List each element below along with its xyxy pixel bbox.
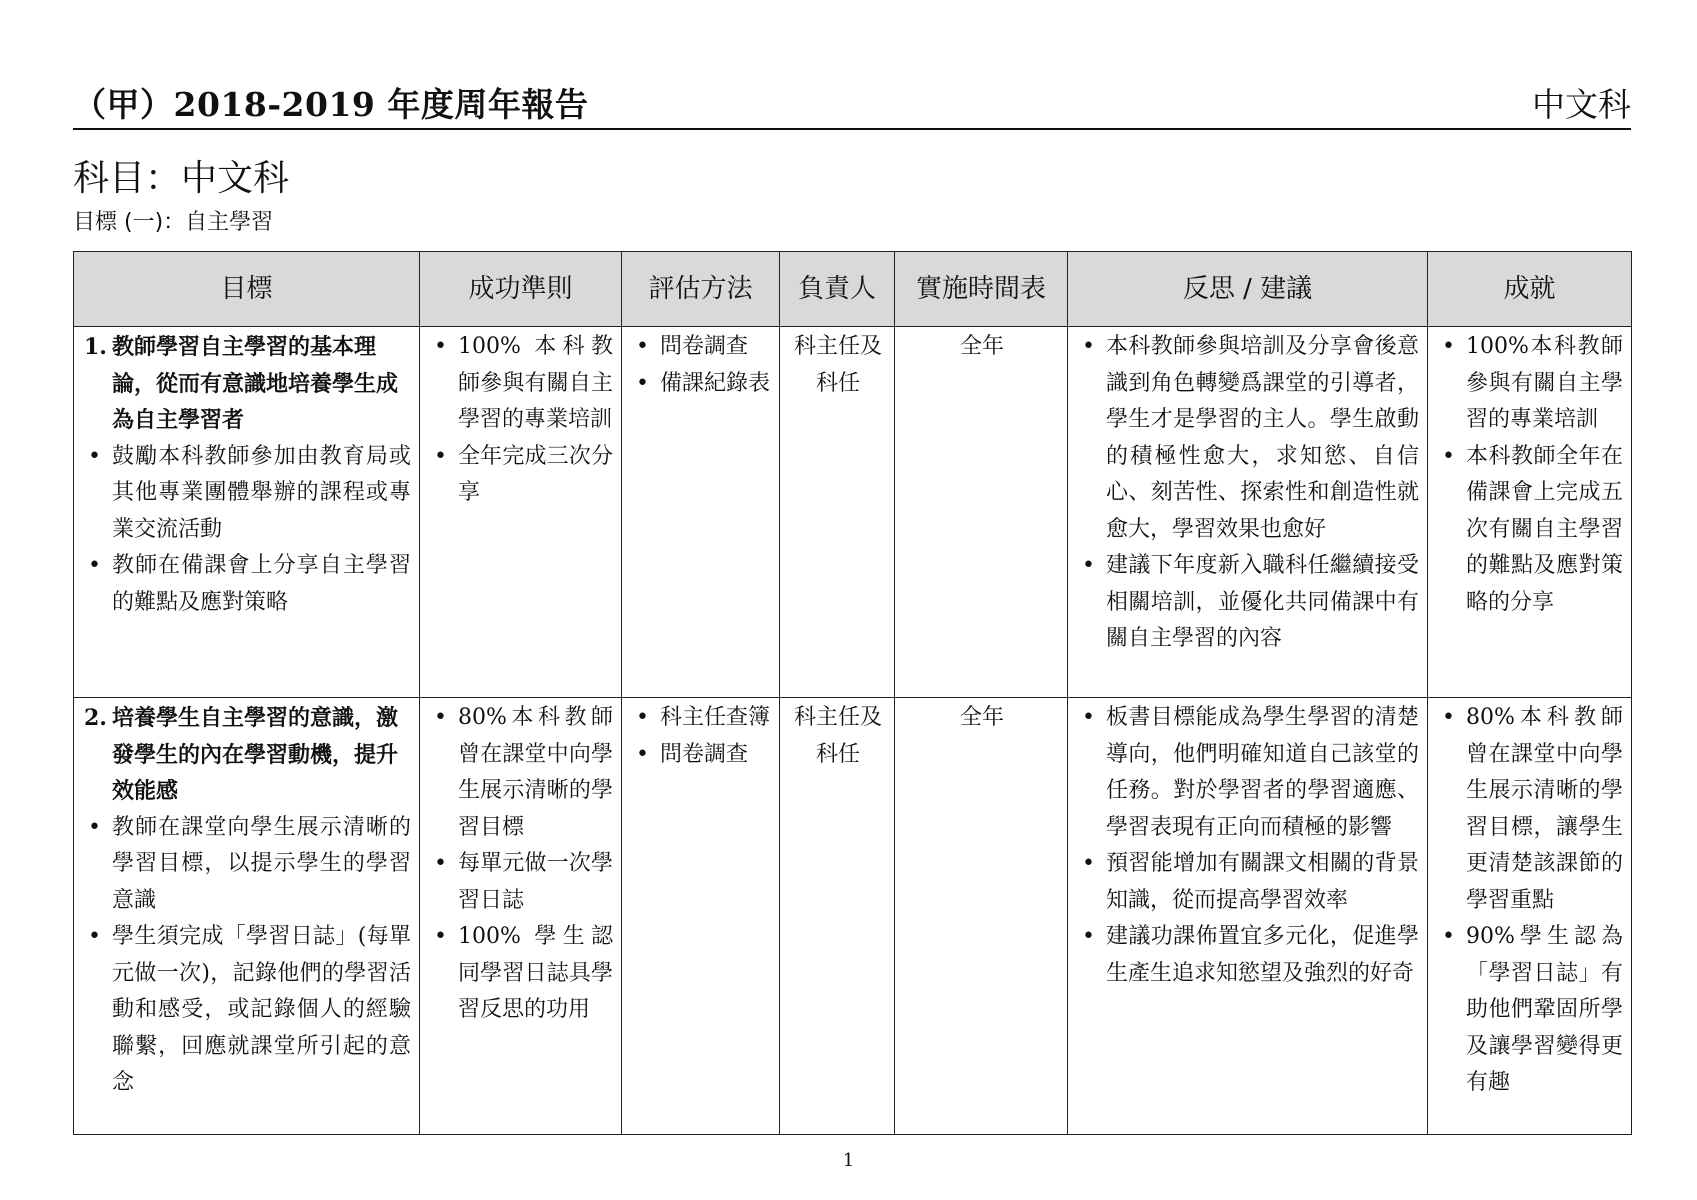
- list-item: • 80%本科教師曾在課堂中向學生展示清晰的學習目標: [430, 700, 613, 846]
- subject-title: 科目：中文科: [73, 158, 290, 199]
- report-header: [73, 86, 1631, 130]
- list-item: • 每單元做一次學習日誌: [430, 846, 613, 919]
- list-item: • 學生須完成「學習日誌」(每單元做一次)，記錄他們的學習活動和感受，或記錄個人的經驗聯繫，回應就課堂所引起的意念: [84, 919, 411, 1102]
- goal-title-text: 教師學習自主學習的基本理論，從而有意識地培養學生成為自主學習者: [112, 334, 399, 433]
- table-header-row: [74, 252, 1632, 327]
- list-item: • 100%本科教師參與有關自主學習的專業培訓: [1438, 329, 1623, 439]
- list-item: • 問卷調查: [632, 737, 771, 774]
- method-cell: [622, 698, 780, 1135]
- goal-number: 1.: [84, 334, 107, 360]
- goal-number: 2.: [84, 705, 107, 731]
- list-item: • 教師在課堂向學生展示清晰的學習目標，以提示學生的學習意識: [84, 810, 411, 920]
- header-goal: 目標: [74, 252, 420, 327]
- table-row: [74, 698, 1632, 1135]
- criteria-cell: [420, 698, 622, 1135]
- reflection-cell: [1068, 327, 1428, 698]
- list-item: • 本科教師參與培訓及分享會後意識到角色轉變爲課堂的引導者，學生才是學習的主人。學生啟動的積極性愈大，求知慾、自信心、刻苦性、探索性和創造性就愈大，學習效果也愈好: [1078, 329, 1419, 548]
- list-item: • 備課紀錄表: [632, 366, 771, 403]
- schedule-cell: 全年: [895, 698, 1068, 1135]
- header-achievement: 成就: [1428, 252, 1632, 327]
- achievement-cell: [1428, 698, 1632, 1135]
- header-schedule: 實施時間表: [895, 252, 1068, 327]
- criteria-cell: [420, 327, 622, 698]
- list-item: • 全年完成三次分享: [430, 439, 613, 512]
- list-item: • 預習能增加有關課文相關的背景知識，從而提高學習效率: [1078, 846, 1419, 919]
- goal-cell: [74, 698, 420, 1135]
- list-item: • 問卷調查: [632, 329, 771, 366]
- goal-cell: [74, 327, 420, 698]
- method-cell: [622, 327, 780, 698]
- table-row: [74, 327, 1632, 698]
- responsible-cell: 科主任及科任: [780, 327, 895, 698]
- header-subject: 中文科: [1532, 85, 1631, 124]
- list-item: • 本科教師全年在備課會上完成五次有關自主學習的難點及應對策略的分享: [1438, 439, 1623, 622]
- list-item: • 鼓勵本科教師參加由教育局或其他專業團體舉辦的課程或專業交流活動: [84, 439, 411, 549]
- achievement-cell: [1428, 327, 1632, 698]
- goal-title-text: 培養學生自主學習的意識，激發學生的內在學習動機，提升效能感: [112, 705, 399, 804]
- list-item: • 90%學生認為「學習日誌」有助他們鞏固所學及讓學習變得更有趣: [1438, 919, 1623, 1102]
- list-item: • 80%本科教師曾在課堂中向學生展示清晰的學習目標，讓學生更清楚該課節的學習重點: [1438, 700, 1623, 919]
- report-title: （甲）2018-2019 年度周年報告: [73, 85, 589, 124]
- header-reflection: 反思 / 建議: [1068, 252, 1428, 327]
- list-item: • 100% 本科教師參與有關自主學習的專業培訓: [430, 329, 613, 439]
- responsible-cell: 科主任及科任: [780, 698, 895, 1135]
- page-number: 1: [842, 1150, 855, 1171]
- goal-heading: 目標 (一)：自主學習: [73, 210, 274, 235]
- reflection-cell: [1068, 698, 1428, 1135]
- header-criteria: 成功準則: [420, 252, 622, 327]
- goal-items: [84, 810, 411, 1102]
- list-item: • 科主任查簿: [632, 700, 771, 737]
- list-item: • 建議下年度新入職科任繼續接受相關培訓，並優化共同備課中有關自主學習的內容: [1078, 548, 1419, 658]
- list-item: • 建議功課佈置宜多元化，促進學生產生追求知慾望及強烈的好奇: [1078, 919, 1419, 992]
- goal-title: [84, 700, 411, 810]
- goal-title: [84, 329, 411, 439]
- schedule-cell: 全年: [895, 327, 1068, 698]
- list-item: • 100% 學生認同學習日誌具學習反思的功用: [430, 919, 613, 1029]
- plan-table: [73, 251, 1632, 1135]
- header-responsible: 負責人: [780, 252, 895, 327]
- list-item: • 教師在備課會上分享自主學習的難點及應對策略: [84, 548, 411, 621]
- list-item: • 板書目標能成為學生學習的清楚導向，他們明確知道自己該堂的任務。對於學習者的學習適應、學習表現有正向而積極的影響: [1078, 700, 1419, 846]
- goal-items: [84, 439, 411, 622]
- header-method: 評估方法: [622, 252, 780, 327]
